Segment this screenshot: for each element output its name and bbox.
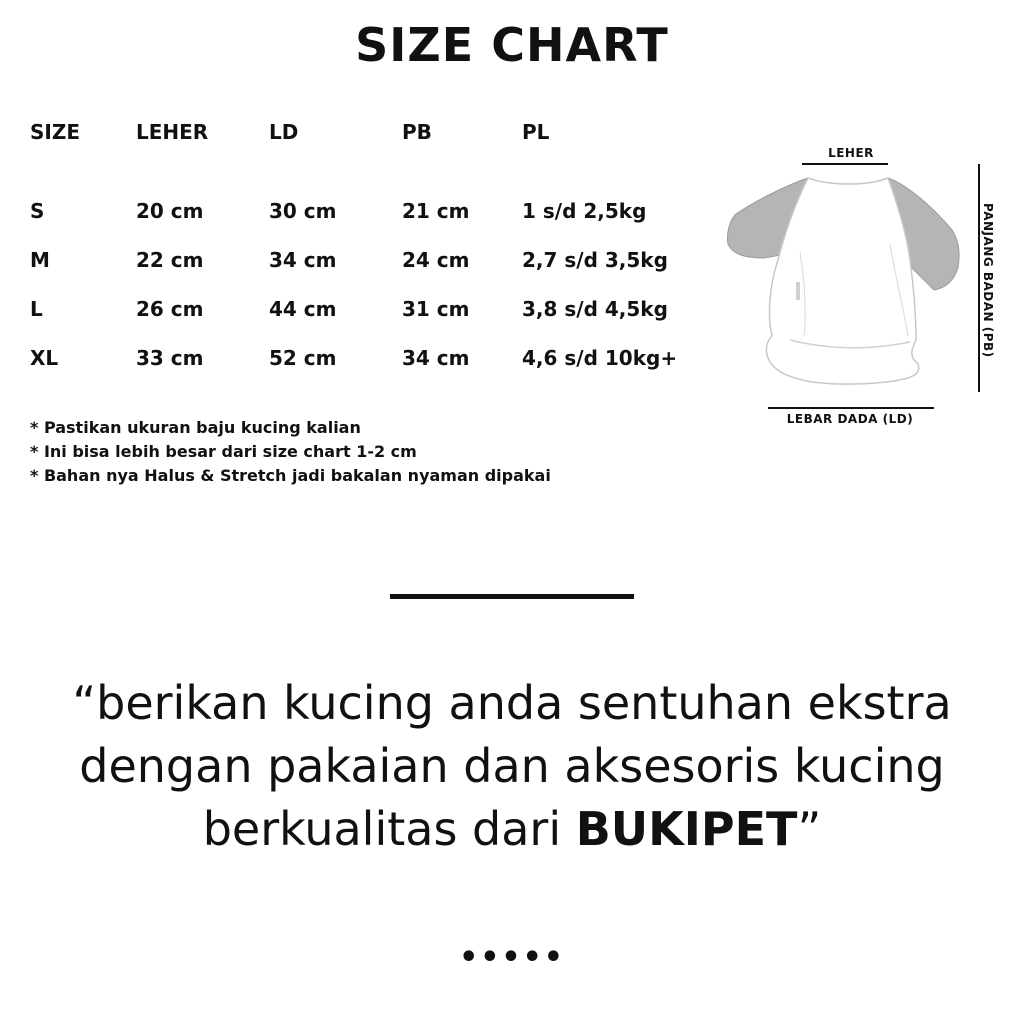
measurement-diagram bbox=[720, 140, 1000, 440]
table-row bbox=[30, 235, 710, 284]
size-table bbox=[30, 112, 710, 382]
note-item: * Bahan nya Halus & Stretch jadi bakalan nyaman dipakai bbox=[30, 466, 551, 485]
cell-ld: 30 cm bbox=[269, 198, 337, 223]
neck-label: LEHER bbox=[828, 146, 874, 160]
cell-pb: 21 cm bbox=[402, 198, 470, 223]
decorative-dots: ••••• bbox=[459, 940, 565, 975]
table-spacer bbox=[30, 152, 710, 186]
cell-ld: 44 cm bbox=[269, 296, 337, 321]
cell-pb: 31 cm bbox=[402, 296, 470, 321]
header-pl: PL bbox=[522, 120, 550, 144]
cell-pl: 2,7 s/d 3,5kg bbox=[522, 247, 668, 272]
cell-size: S bbox=[30, 198, 45, 223]
cell-ld: 52 cm bbox=[269, 345, 337, 370]
quote-line: dengan pakaian dan aksesoris kucing bbox=[79, 739, 945, 793]
cat-shirt-icon bbox=[720, 140, 1000, 440]
page-title: SIZE CHART bbox=[355, 18, 669, 72]
quote-close: ” bbox=[797, 802, 822, 856]
cell-leher: 20 cm bbox=[136, 198, 204, 223]
header-ld: LD bbox=[269, 120, 299, 144]
cell-pb: 24 cm bbox=[402, 247, 470, 272]
table-header-row bbox=[30, 112, 710, 152]
cell-pl: 4,6 s/d 10kg+ bbox=[522, 345, 678, 370]
header-pb: PB bbox=[402, 120, 432, 144]
quote-text: berkualitas dari bbox=[202, 802, 576, 856]
cell-pl: 1 s/d 2,5kg bbox=[522, 198, 647, 223]
cell-size: L bbox=[30, 296, 43, 321]
header-size: SIZE bbox=[30, 120, 81, 144]
cell-size: XL bbox=[30, 345, 59, 370]
brand-name: BUKIPET bbox=[575, 802, 798, 856]
table-row bbox=[30, 333, 710, 382]
chest-label: LEBAR DADA (LD) bbox=[786, 412, 914, 426]
cell-ld: 34 cm bbox=[269, 247, 337, 272]
shirt-tag bbox=[796, 282, 800, 300]
cell-leher: 26 cm bbox=[136, 296, 204, 321]
table-row bbox=[30, 284, 710, 333]
size-notes bbox=[30, 416, 551, 488]
note-item: * Pastikan ukuran baju kucing kalian bbox=[30, 418, 361, 437]
cell-leher: 33 cm bbox=[136, 345, 204, 370]
note-item: * Ini bisa lebih besar dari size chart 1-2 cm bbox=[30, 442, 417, 461]
quote-line: “berikan kucing anda sentuhan ekstra bbox=[72, 676, 952, 730]
table-row bbox=[30, 186, 710, 235]
section-divider bbox=[390, 594, 634, 599]
length-label: PANJANG BADAN (PB) bbox=[981, 202, 995, 358]
brand-quote bbox=[10, 672, 1014, 861]
cell-size: M bbox=[30, 247, 50, 272]
header-leher: LEHER bbox=[136, 120, 209, 144]
cell-pl: 3,8 s/d 4,5kg bbox=[522, 296, 668, 321]
cell-leher: 22 cm bbox=[136, 247, 204, 272]
quote-line bbox=[10, 798, 1014, 861]
cell-pb: 34 cm bbox=[402, 345, 470, 370]
